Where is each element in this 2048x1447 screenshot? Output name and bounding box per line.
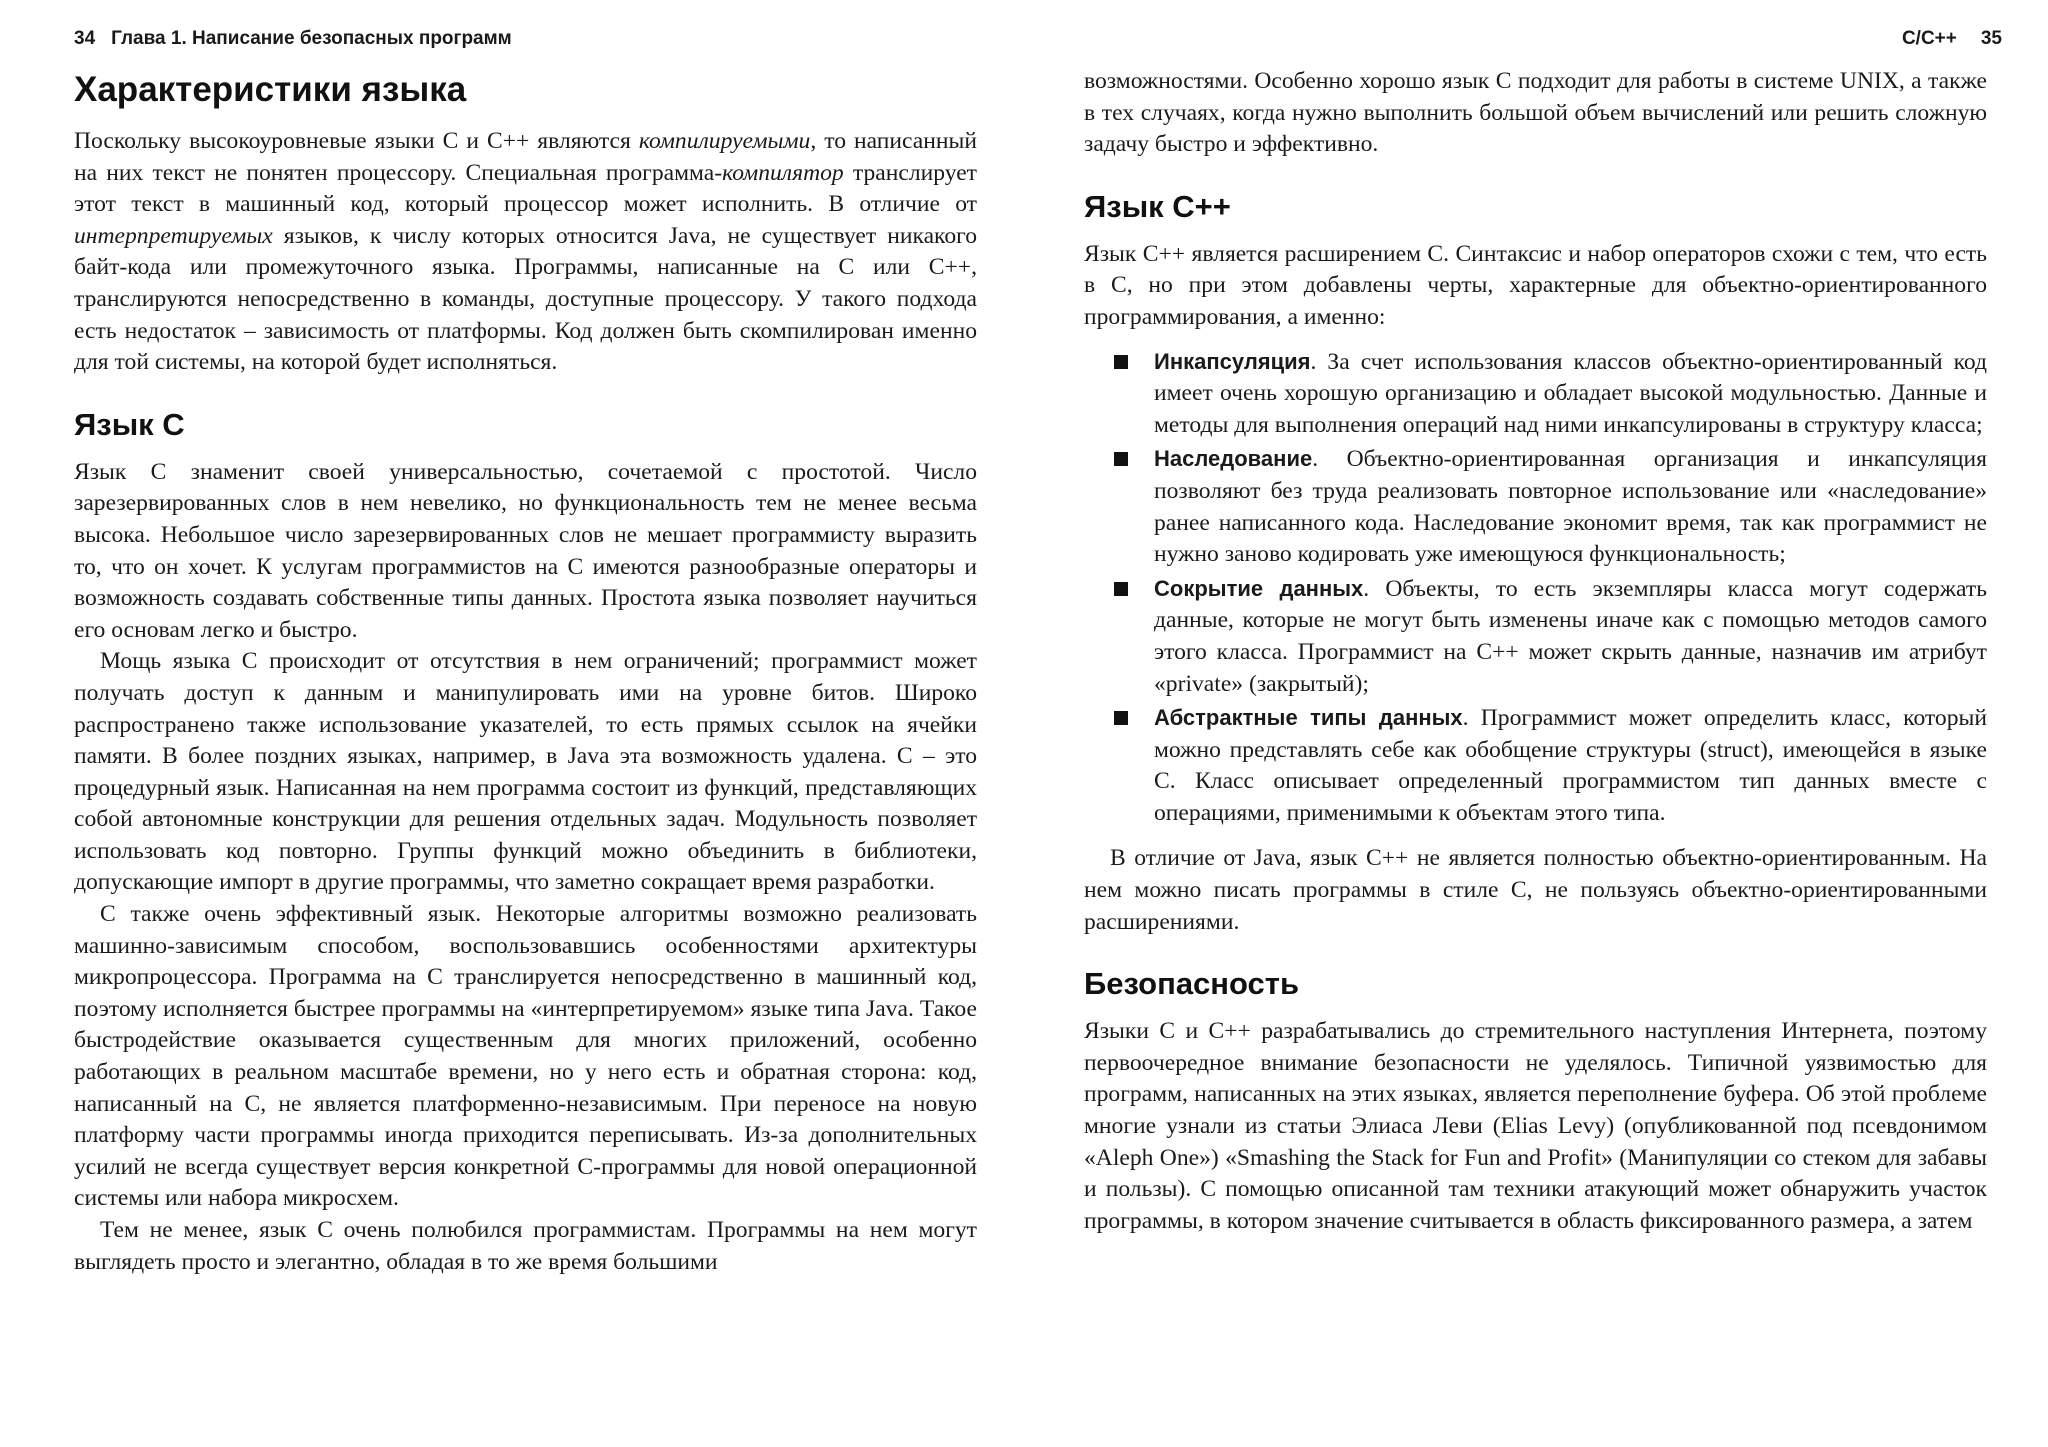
list-item (1154, 346, 1987, 442)
right-column (1084, 66, 1987, 1237)
left-running-head (74, 28, 512, 50)
intro-text-3: транслирует этот текст в машинный код, который процессор может исполнить. В отличие от (74, 159, 977, 218)
intro-em-interpreted: интерпретируемых (74, 222, 273, 249)
spacer (1084, 161, 1987, 185)
list-item-text: . За счет использования классов объектно-ориентированный код имеет очень хорошую организацию и обладает высокой модульностью. Данные и методы для выполнения операций над ними инкапсулированы в структуру класса; (1154, 348, 1987, 438)
right-section-header: C/C++ (1901, 28, 1957, 49)
bullet-square-icon (1114, 582, 1128, 596)
c-paragraph-3: C также очень эффективный язык. Некоторые алгоритмы возможно реализовать машинно-зависимым способом, воспользовавшись особенностями архитектуры микропроцессора. Программа на C транслируется непосредственно в машинный код, поэтому исполняется быстрее программы на «интерпретируемом» языке типа Java. Такое быстродействие оказывается существенным для многих приложений, особенно работающих в реальном масштабе времени, но у него есть и обратная сторона: код, написанный на C, не является платформенно-независимым. При переносе на новую платформу части программы иногда приходится переписывать. Из-за дополнительных усилий не всегда существует версия конкретной C-программы для новой операционной системы или набора микросхем. (74, 901, 977, 1212)
c-paragraph-1: Язык C знаменит своей универсальностью, сочетаемой с простотой. Число зарезервированных слов в нем невелико, но функциональность тем не менее весьма высока. Небольшое число зарезервированных слов не мешает программисту выразить то, что он хочет. К услугам программистов на C имеются разнообразные операторы и возможность создавать собственные типы данных. Простота языка позволяет научиться его основам легко и быстро. (74, 458, 977, 643)
c-paragraph-2: Мощь языка C происходит от отсутствия в нем ограничений; программист может получать доступ к данным и манипулировать ими на уровне битов. Широко распространено также использование указателей, то есть прямых ссылок на ячейки памяти. В более поздних языках, например, в Java эта возможность удалена. C – это процедурный язык. Написанная на нем программа состоит из функций, представляющих собой автономные конструкции для решения отдельных задач. Модульность позволяет использовать код повторно. Группы функций можно объединить в библиотеки, допускающие импорт в другие программы, что заметно сокращает время разработки. (74, 648, 977, 896)
spacer (74, 379, 977, 403)
cpp-after-paragraph: В отличие от Java, язык C++ не является полностью объектно-ориентированным. На нем можно писать программы в стиле C, не пользуясь объектно-ориентированными расширениями. (1084, 845, 1987, 935)
intro-paragraph (74, 126, 977, 379)
spacer (1084, 938, 1987, 962)
list-item-text: . Программист может определить класс, который можно представлять себе как обобщение структуры (struct), имеющейся в языке C. Класс описывает определенный программистом тип данных вместе с операциями, применимыми к объектам этого типа. (1154, 705, 1987, 826)
cpp-intro-paragraph: Язык C++ является расширением C. Синтаксис и набор операторов схожи с тем, что есть в C, но при этом добавлены черты, характерные для объектно-ориентированного программирования, а именно: (1084, 240, 1987, 330)
list-item-term: Инкапсуляция (1154, 348, 1311, 374)
bullet-square-icon (1114, 452, 1128, 466)
left-chapter-header: Глава 1. Написание безопасных программ (111, 28, 512, 49)
continuation-paragraph: возможностями. Особенно хорошо язык C подходит для работы в системе UNIX, а также в тех случаях, когда нужно выполнить большой объем вычислений или решить сложную задачу быстро и эффективно. (1084, 68, 1987, 158)
intro-text-1: Поскольку высокоуровневые языки C и C++ являются (74, 128, 639, 154)
security-paragraph: Языки C и C++ разрабатывались до стремительного наступления Интернета, поэтому первоочередное внимание безопасности не уделялось. Типичной уязвимостью для программ, написанных на этих языках, является переполнение буфера. Об этой проблеме многие узнали из статьи Элиаса Леви (Elias Levy) (опубликованной под псевдонимом «Aleph One») «Smashing the Stack for Fun and Profit» (Манипуляции со стеком для забавы и пользы). С помощью описанной там техники атакующий может обнаружить участок программы, в котором значение считывается в область фиксированного размера, а затем (1084, 1018, 1987, 1234)
list-item-term: Абстрактные типы данных (1154, 705, 1463, 731)
bullet-square-icon (1114, 711, 1128, 725)
section-title-c: Язык C (74, 406, 185, 442)
cpp-features-list (1084, 346, 1987, 830)
left-column (74, 64, 977, 1278)
list-item-term: Сокрытие данных (1154, 575, 1364, 601)
intro-text-2: , то написанный на них текст не понятен процессору. Специальная программа- (74, 128, 977, 186)
c-paragraph-4: Тем не менее, язык C очень полюбился программистам. Программы на нем могут выглядеть просто и элегантно, обладая в то же время большими (74, 1217, 977, 1275)
section-title-cpp: Язык C++ (1084, 188, 1231, 224)
list-item (1154, 443, 1987, 570)
list-item-term: Наследование (1154, 446, 1313, 472)
section-title-language-features: Характеристики языка (74, 70, 467, 109)
list-item (1154, 702, 1987, 829)
right-page (1024, 0, 2048, 1447)
list-item-text: . Объектно-ориентированная организация и инкапсуляция позволяют без труда реализовать повторное использование или «наследование» ранее написанного кода. Наследование экономит время, так как программист не нужно заново кодировать уже имеющуюся функциональность; (1154, 446, 1987, 568)
intro-em-compiler: компилятор (722, 159, 844, 186)
left-page-number: 34 (74, 28, 96, 49)
list-item (1154, 573, 1987, 700)
right-page-number: 35 (1980, 28, 2002, 49)
section-title-security: Безопасность (1084, 966, 1300, 1002)
right-running-head (1902, 28, 2002, 50)
intro-em-compiled: компилируемыми (638, 128, 811, 154)
intro-text-4: языков, к числу которых относится Java, не существует никакого байт-кода или промежуточного языка. Программы, написанные на C или C++, транслируются непосредственно в команды, доступные процессору. У такого подхода есть недостаток – зависимость от платформы. Код должен быть скомпилирован именно для той системы, на которой будет исполняться. (74, 222, 977, 376)
bullet-square-icon (1114, 355, 1128, 369)
list-item-text: . Объекты, то есть экземпляры класса могут содержать данные, которые не могут быть изменены иначе как с помощью методов самого этого класса. Программист на C++ может скрыть данные, назначив им атрибут «private» (закрытый); (1154, 575, 1987, 697)
